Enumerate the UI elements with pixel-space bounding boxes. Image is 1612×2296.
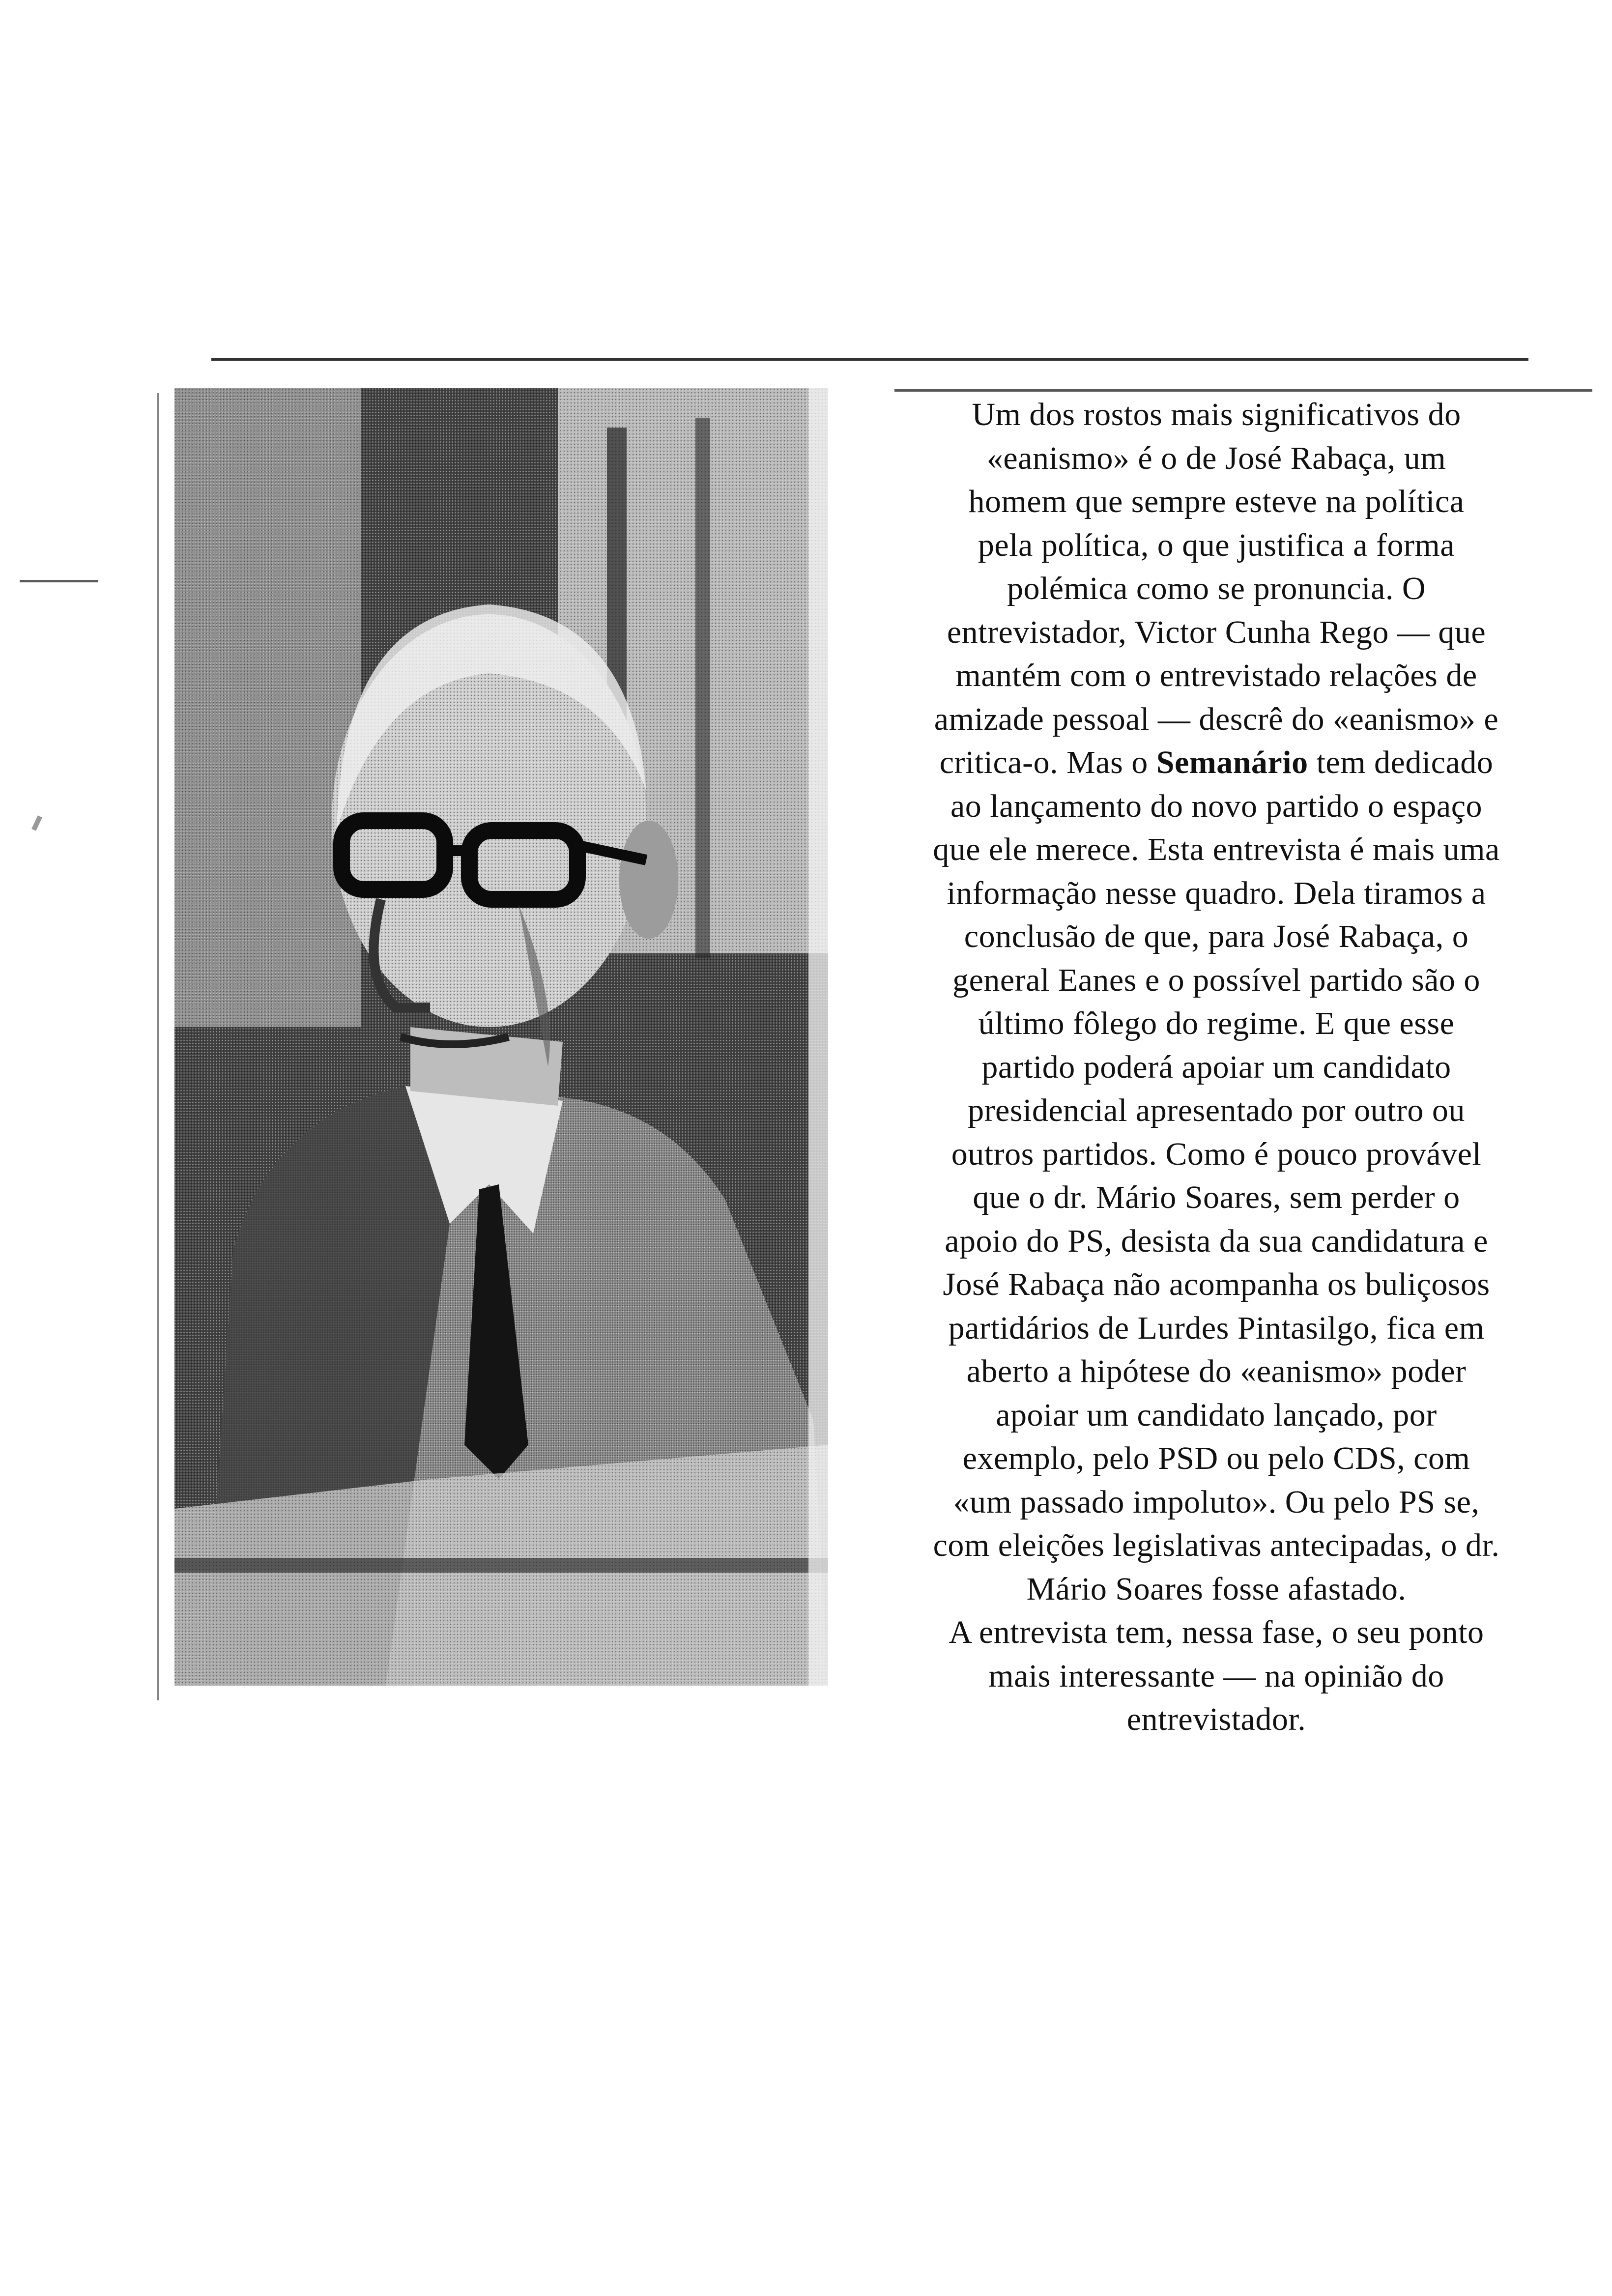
article-line: general Eanes e o possível partido são o bbox=[952, 962, 1480, 998]
article-line: conclusão de que, para José Rabaça, o bbox=[964, 918, 1469, 954]
portrait-photo-drawing bbox=[174, 388, 828, 1686]
article-line: pela política, o que justifica a forma bbox=[978, 527, 1455, 563]
article-line: ao lançamento do novo partido o espaço bbox=[950, 788, 1482, 824]
article-line bbox=[865, 741, 1568, 785]
article-line: mantém com o entrevistado relações de bbox=[955, 658, 1477, 693]
article-line: A entrevista tem, nessa fase, o seu ponto bbox=[949, 1614, 1484, 1650]
article-line: mais interessante — na opinião do bbox=[988, 1658, 1444, 1694]
article-line: que o dr. Mário Soares, sem perder o bbox=[973, 1179, 1460, 1215]
article-line: Mário Soares fosse afastado. bbox=[1026, 1571, 1407, 1607]
article-line: último fôlego do regime. E que esse bbox=[978, 1005, 1455, 1041]
margin-mark bbox=[20, 580, 98, 582]
article-line: homem que sempre esteve na política bbox=[968, 484, 1465, 519]
article-text bbox=[865, 393, 1568, 1742]
article-line: que ele merece. Esta entrevista é mais uma bbox=[933, 832, 1500, 867]
article-line: partidários de Lurdes Pintasilgo, fica em bbox=[948, 1310, 1485, 1346]
article-line: apoiar um candidato lançado, por bbox=[996, 1397, 1437, 1433]
article-line-tail: tem dedicado bbox=[1308, 745, 1494, 780]
portrait-photo bbox=[174, 388, 828, 1686]
article-line: exemplo, pelo PSD ou pelo CDS, com bbox=[962, 1440, 1470, 1476]
top-rule-secondary bbox=[894, 389, 1592, 392]
article-line-head: critica-o. Mas o bbox=[939, 745, 1156, 780]
article-line: outros partidos. Como é pouco provável bbox=[951, 1136, 1482, 1172]
article-line: entrevistador. bbox=[1126, 1701, 1306, 1737]
article-line: apoio do PS, desista da sua candidatura e bbox=[945, 1223, 1488, 1259]
article-line: «um passado impoluto». Ou pelo PS se, bbox=[953, 1484, 1480, 1520]
article-line: aberto a hipótese do «eanismo» poder bbox=[966, 1353, 1467, 1389]
article-line: informação nesse quadro. Dela tiramos a bbox=[947, 875, 1486, 911]
article-line: partido poderá apoiar um candidato bbox=[981, 1049, 1451, 1085]
article-line: polémica como se pronuncia. O bbox=[1007, 571, 1426, 606]
article-line: com eleições legislativas antecipadas, o dr. bbox=[933, 1527, 1500, 1563]
top-rule bbox=[211, 358, 1528, 361]
article-line: presidencial apresentado por outro ou bbox=[968, 1092, 1465, 1128]
article-line: José Rabaça não acompanha os buliçosos bbox=[943, 1266, 1490, 1302]
margin-mark-small bbox=[31, 815, 42, 831]
article-line: amizade pessoal — descrê do «eanismo» e bbox=[934, 701, 1499, 737]
left-rule bbox=[157, 393, 159, 1700]
article-line: Um dos rostos mais significativos do bbox=[972, 397, 1461, 432]
newspaper-name: Semanário bbox=[1156, 745, 1308, 780]
article-line: entrevistador, Victor Cunha Rego — que bbox=[947, 614, 1486, 650]
article-line: «eanismo» é o de José Rabaça, um bbox=[986, 440, 1446, 476]
